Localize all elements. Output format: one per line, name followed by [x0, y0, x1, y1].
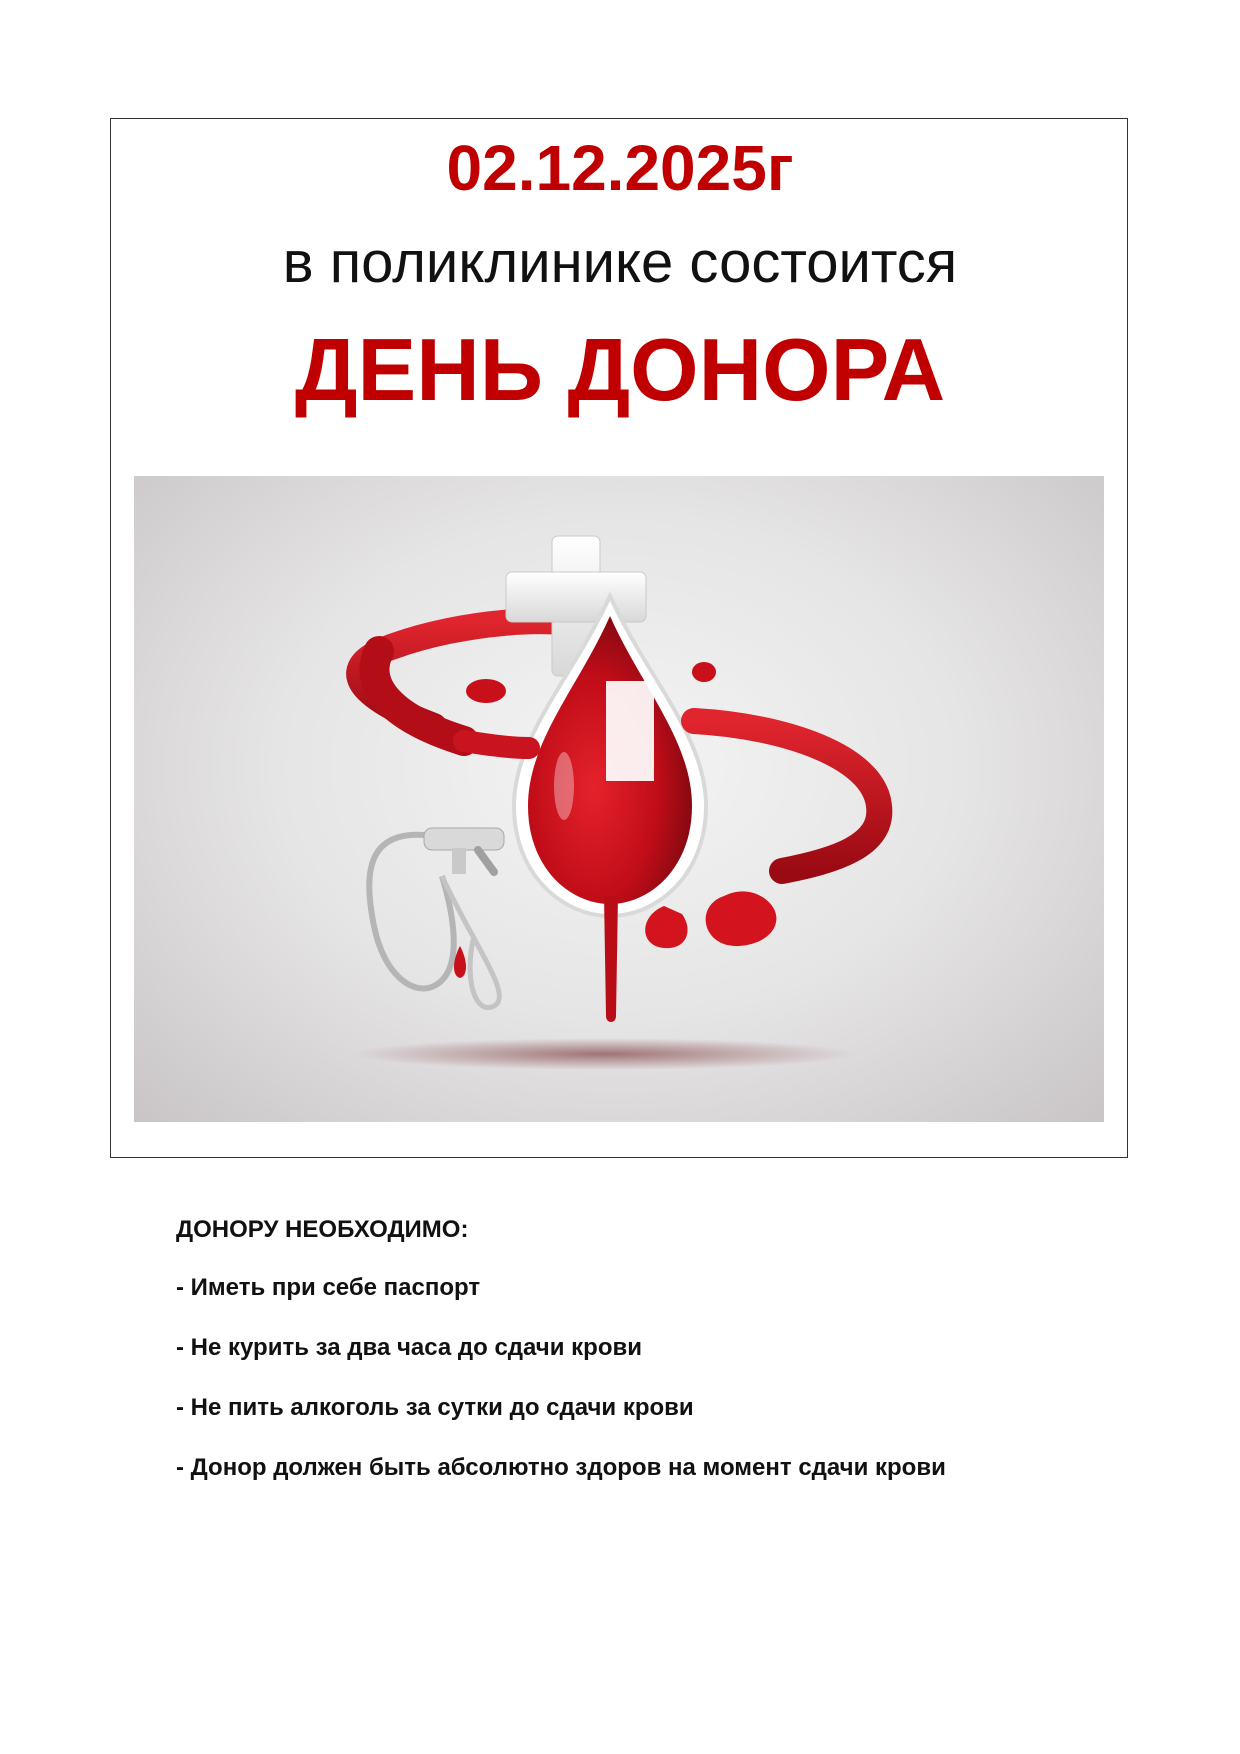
requirement-item: - Не пить алкоголь за сутки до сдачи крови	[176, 1394, 694, 1421]
event-title: ДЕНЬ ДОНОРА	[294, 320, 946, 419]
requirement-item: - Донор должен быть абсолютно здоров на момент сдачи крови	[176, 1454, 946, 1481]
donor-requirements	[176, 1210, 1076, 1508]
donor-illustration	[134, 476, 1104, 1122]
event-subtitle: в поликлинике состоится	[282, 230, 958, 295]
floor-shadow	[354, 1038, 854, 1070]
droplet	[645, 906, 687, 948]
stethoscope-icon	[369, 828, 504, 1008]
requirement-item: - Иметь при себе паспорт	[176, 1274, 481, 1301]
requirement-item: - Не курить за два часа до сдачи крови	[176, 1334, 642, 1361]
droplet	[706, 891, 777, 946]
requirements-list	[176, 1268, 1076, 1488]
blood-drop-icon	[514, 596, 706, 1022]
event-date: 02.12.2025г	[446, 132, 794, 204]
droplet	[466, 679, 506, 703]
requirements-title: ДОНОРУ НЕОБХОДИМО:	[176, 1216, 469, 1243]
droplet	[692, 662, 716, 682]
